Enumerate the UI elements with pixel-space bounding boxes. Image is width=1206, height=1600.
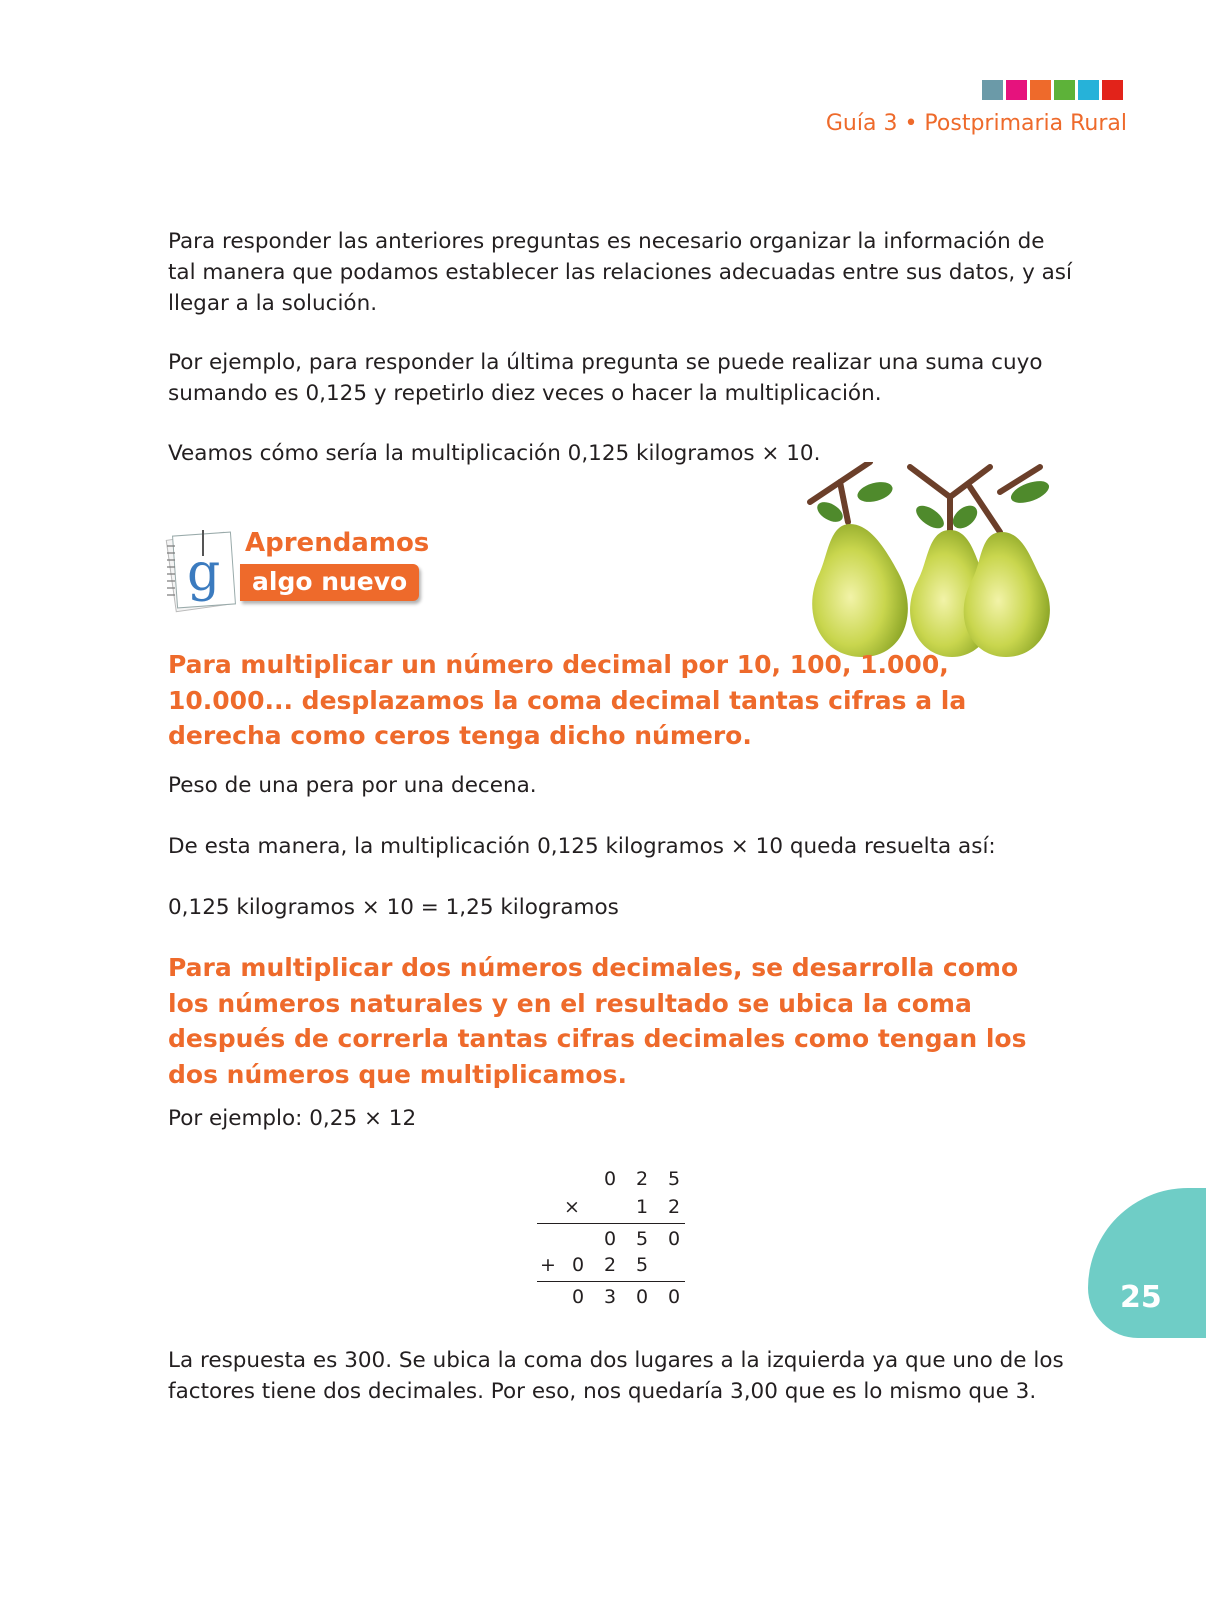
page-number-tab bbox=[1088, 1188, 1206, 1338]
paragraph-respuesta: La respuesta es 300. Se ubica la coma dos lugares a la izquierda ya que uno de los factores tiene dos decimales. Por eso, nos quedaría 3,00 que es lo mismo que 3. bbox=[168, 1348, 1064, 1404]
calc-digit: 5 bbox=[635, 1254, 649, 1276]
swatch-magenta bbox=[1006, 80, 1027, 100]
multiplication-layout bbox=[540, 1168, 695, 1328]
color-swatches bbox=[982, 80, 1123, 100]
calc-digit: 0 bbox=[635, 1286, 649, 1308]
swatch-slate bbox=[982, 80, 1003, 100]
notebook-g-icon bbox=[163, 526, 243, 616]
calc-digit: 0 bbox=[603, 1228, 617, 1250]
swatch-orange bbox=[1030, 80, 1051, 100]
calc-divider bbox=[537, 1223, 685, 1224]
badge-title: Aprendamos bbox=[245, 528, 430, 558]
calc-digit: 0 bbox=[667, 1286, 681, 1308]
swatch-green bbox=[1054, 80, 1075, 100]
pears-image bbox=[800, 462, 1080, 662]
calc-digit: 0 bbox=[571, 1286, 585, 1308]
calc-digit: 2 bbox=[603, 1254, 617, 1276]
calc-digit: 2 bbox=[667, 1196, 681, 1218]
paragraph-peso: Peso de una pera por una decena. bbox=[168, 773, 537, 798]
calc-digit: 3 bbox=[603, 1286, 617, 1308]
paragraph-por-ejemplo: Por ejemplo: 0,25 × 12 bbox=[168, 1106, 417, 1131]
calc-digit: 0 bbox=[603, 1168, 617, 1190]
page-number: 25 bbox=[1120, 1280, 1162, 1315]
badge-subtitle: algo nuevo bbox=[240, 564, 419, 601]
calc-plus-sign: + bbox=[540, 1254, 556, 1276]
calc-digit: 5 bbox=[635, 1228, 649, 1250]
paragraph-veamos: Veamos cómo sería la multiplicación 0,125 kilogramos × 10. bbox=[168, 441, 821, 466]
calc-digit: 2 bbox=[635, 1168, 649, 1190]
swatch-red bbox=[1102, 80, 1123, 100]
calc-divider bbox=[537, 1281, 685, 1282]
calc-digit: 1 bbox=[635, 1196, 649, 1218]
paragraph-intro: Para responder las anteriores preguntas es necesario organizar la información de tal manera que podamos establecer las relaciones adecuadas entre sus datos, y así llegar a la solución. bbox=[168, 229, 1072, 316]
paragraph-resuelta: De esta manera, la multiplicación 0,125 kilogramos × 10 queda resuelta así: bbox=[168, 834, 996, 859]
calc-times-sign: × bbox=[564, 1196, 580, 1218]
paragraph-resultado: 0,125 kilogramos × 10 = 1,25 kilogramos bbox=[168, 895, 619, 920]
calc-digit: 0 bbox=[667, 1228, 681, 1250]
header-title: Guía 3 • Postprimaria Rural bbox=[825, 111, 1127, 136]
rule-multiply-decimals: Para multiplicar dos números decimales, se desarrolla como los números naturales y en el resultado se ubica la coma después de correrla tantas cifras decimales como tengan los dos números que multiplicamos. bbox=[168, 953, 1027, 1089]
paragraph-example: Por ejemplo, para responder la última pregunta se puede realizar una suma cuyo sumando es 0,125 y repetirlo diez veces o hacer la multiplicación. bbox=[168, 350, 1043, 406]
calc-digit: 0 bbox=[571, 1254, 585, 1276]
swatch-cyan bbox=[1078, 80, 1099, 100]
rule-multiply-by-powers-of-ten: Para multiplicar un número decimal por 10, 100, 1.000, 10.000... desplazamos la coma decimal tantas cifras a la derecha como ceros tenga dicho número. bbox=[168, 650, 967, 750]
svg-text:g: g bbox=[187, 543, 221, 603]
calc-digit: 5 bbox=[667, 1168, 681, 1190]
